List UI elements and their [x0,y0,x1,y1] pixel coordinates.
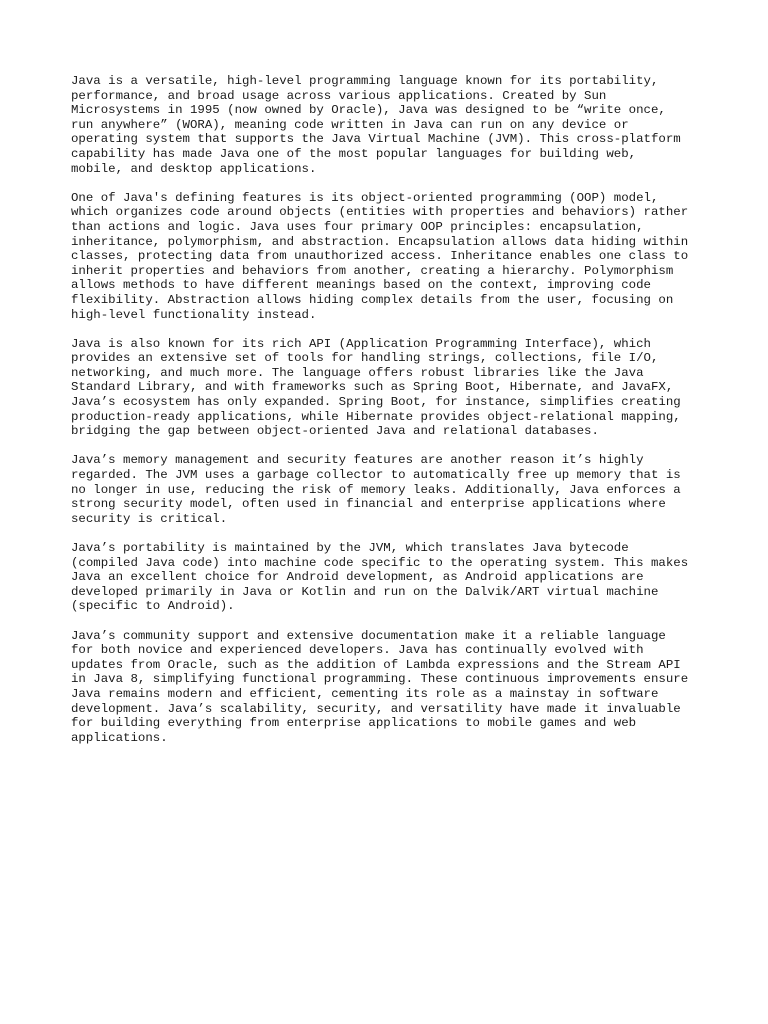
text-line: (compiled Java code) into machine code specific to the operating system. This makes [71,555,689,570]
text-line: Java is also known for its rich API (Application Programming Interface), which [71,336,651,351]
paragraph-portability [71,541,711,614]
paragraph-memory-security [71,453,711,526]
text-line: classes, protecting data from unauthorized access. Inheritance enables one class to [71,249,689,264]
paragraph-community [71,629,711,746]
text-line: inheritance, polymorphism, and abstraction. Encapsulation allows data hiding within [71,234,689,249]
text-line: in Java 8, simplifying functional programming. These continuous improvements ensure [71,672,689,687]
text-line: run anywhere” (WORA), meaning code written in Java can run on any device or [71,117,629,132]
text-line: for building everything from enterprise applications to mobile games and web [71,716,637,731]
text-line: capability has made Java one of the most popular languages for building web, [71,146,637,161]
text-line: Java remains modern and efficient, cementing its role as a mainstay in software [71,686,659,701]
text-line: strong security model, often used in financial and enterprise applications where [71,497,666,512]
paragraph-oop [71,191,711,322]
text-line: applications. [71,730,168,745]
text-line: performance, and broad usage across various applications. Created by Sun [71,88,607,103]
text-line: operating system that supports the Java Virtual Machine (JVM). This cross-platform [71,132,681,147]
text-line: updates from Oracle, such as the addition of Lambda expressions and the Stream API [71,657,681,672]
text-line: Java’s portability is maintained by the JVM, which translates Java bytecode [71,541,629,555]
text-line: Java is a versatile, high-level programming language known for its portability, [71,74,659,88]
text-line: developed primarily in Java or Kotlin and run on the Dalvik/ART virtual machine [71,584,659,599]
text-line: inherit properties and behaviors from another, creating a hierarchy. Polymorphism [71,263,674,278]
text-line: (specific to Android). [71,599,235,614]
text-line: bridging the gap between object-oriented Java and relational databases. [71,424,599,439]
text-line: One of Java's defining features is its object-oriented programming (OOP) model, [71,190,659,205]
text-line: mobile, and desktop applications. [71,161,317,176]
text-line: than actions and logic. Java uses four primary OOP principles: encapsulation, [71,219,644,234]
text-line: development. Java’s scalability, security, and versatility have made it invaluable [71,701,681,716]
text-line: provides an extensive set of tools for handling strings, collections, file I/O, [71,351,659,366]
paragraph-api [71,337,711,439]
text-line: no longer in use, reducing the risk of memory leaks. Additionally, Java enforces a [71,482,681,497]
text-line: Standard Library, and with frameworks such as Spring Boot, Hibernate, and JavaFX, [71,380,674,395]
text-line: for both novice and experienced developers. Java has continually evolved with [71,643,644,658]
text-line: networking, and much more. The language offers robust libraries like the Java [71,365,644,380]
text-line: Java’s community support and extensive documentation make it a reliable language [71,628,666,643]
text-line: which organizes code around objects (entities with properties and behaviors) rather [71,205,689,220]
text-line: production-ready applications, while Hibernate provides object-relational mapping, [71,409,681,424]
text-line: Java’s ecosystem has only expanded. Spring Boot, for instance, simplifies creating [71,395,681,410]
document-page [71,74,711,760]
text-line: high-level functionality instead. [71,307,317,322]
paragraph-intro [71,74,711,176]
text-line: Java an excellent choice for Android development, as Android applications are [71,570,644,585]
text-line: Java’s memory management and security features are another reason it’s highly [71,453,644,468]
text-line: security is critical. [71,511,228,526]
text-line: regarded. The JVM uses a garbage collector to automatically free up memory that is [71,468,681,483]
text-line: Microsystems in 1995 (now owned by Oracle), Java was designed to be “write once, [71,103,666,118]
text-line: flexibility. Abstraction allows hiding complex details from the user, focusing on [71,292,674,307]
text-line: allows methods to have different meanings based on the context, improving code [71,278,651,293]
